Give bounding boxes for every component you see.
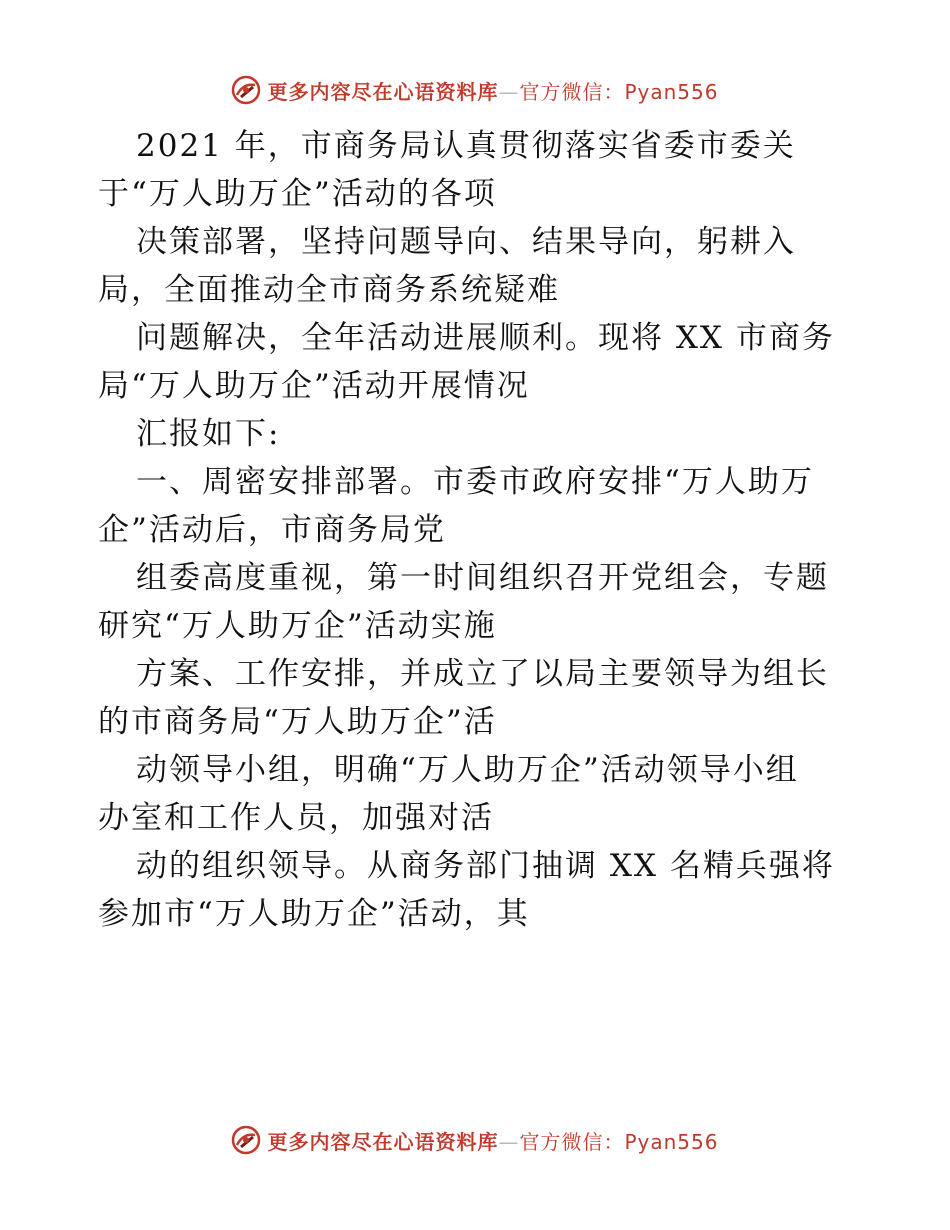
text-line: 决策部署，坚持问题导向、结果导向，躬耕入 <box>136 224 796 260</box>
text-line: 企”活动后，市商务局党 <box>98 512 446 548</box>
text-line: 参加市“万人助万企”活动，其 <box>98 896 530 932</box>
text-line: 于“万人助万企”活动的各项 <box>98 176 497 212</box>
text-line: 组委高度重视，第一时间组织召开党组会，专题 <box>136 560 829 596</box>
banner-main-text: 更多内容尽在心语资料库 <box>267 1129 499 1154</box>
banner-separator: — <box>498 1129 520 1154</box>
banner-contact-text: 官方微信：Pyan556 <box>519 1129 719 1154</box>
banner-contact-text: 官方微信：Pyan556 <box>519 79 719 104</box>
text-line: 研究“万人助万企”活动实施 <box>98 608 497 644</box>
text-line: 局，全面推动全市商务系统疑难 <box>98 272 560 308</box>
document-body <box>98 122 868 938</box>
text-line: 方案、工作安排，并成立了以局主要领导为组长 <box>136 656 829 692</box>
text-line: 的市商务局“万人助万企”活 <box>98 704 497 740</box>
text-line: 2021 年，市商务局认真贯彻落实省委市委关 <box>136 128 796 164</box>
footer-banner <box>0 1120 950 1160</box>
banner-separator: — <box>498 79 520 104</box>
text-line: 局“万人助万企”活动开展情况 <box>98 368 530 404</box>
banner-main-text: 更多内容尽在心语资料库 <box>267 79 499 104</box>
text-line: 办室和工作人员，加强对活 <box>98 800 494 836</box>
banner-text <box>267 1126 718 1155</box>
text-line: 一、周密安排部署。市委市政府安排“万人助万 <box>136 464 814 500</box>
text-line: 动的组织领导。从商务部门抽调 XX 名精兵强将 <box>136 848 835 884</box>
text-line: 汇报如下: <box>136 416 281 452</box>
text-line: 问题解决，全年活动进展顺利。现将 XX 市商务 <box>136 320 835 356</box>
banner-text <box>267 76 718 105</box>
logo-icon <box>231 1125 261 1155</box>
header-banner <box>0 70 950 110</box>
logo-icon <box>231 75 261 105</box>
text-line: 动领导小组，明确“万人助万企”活动领导小组 <box>136 752 799 788</box>
